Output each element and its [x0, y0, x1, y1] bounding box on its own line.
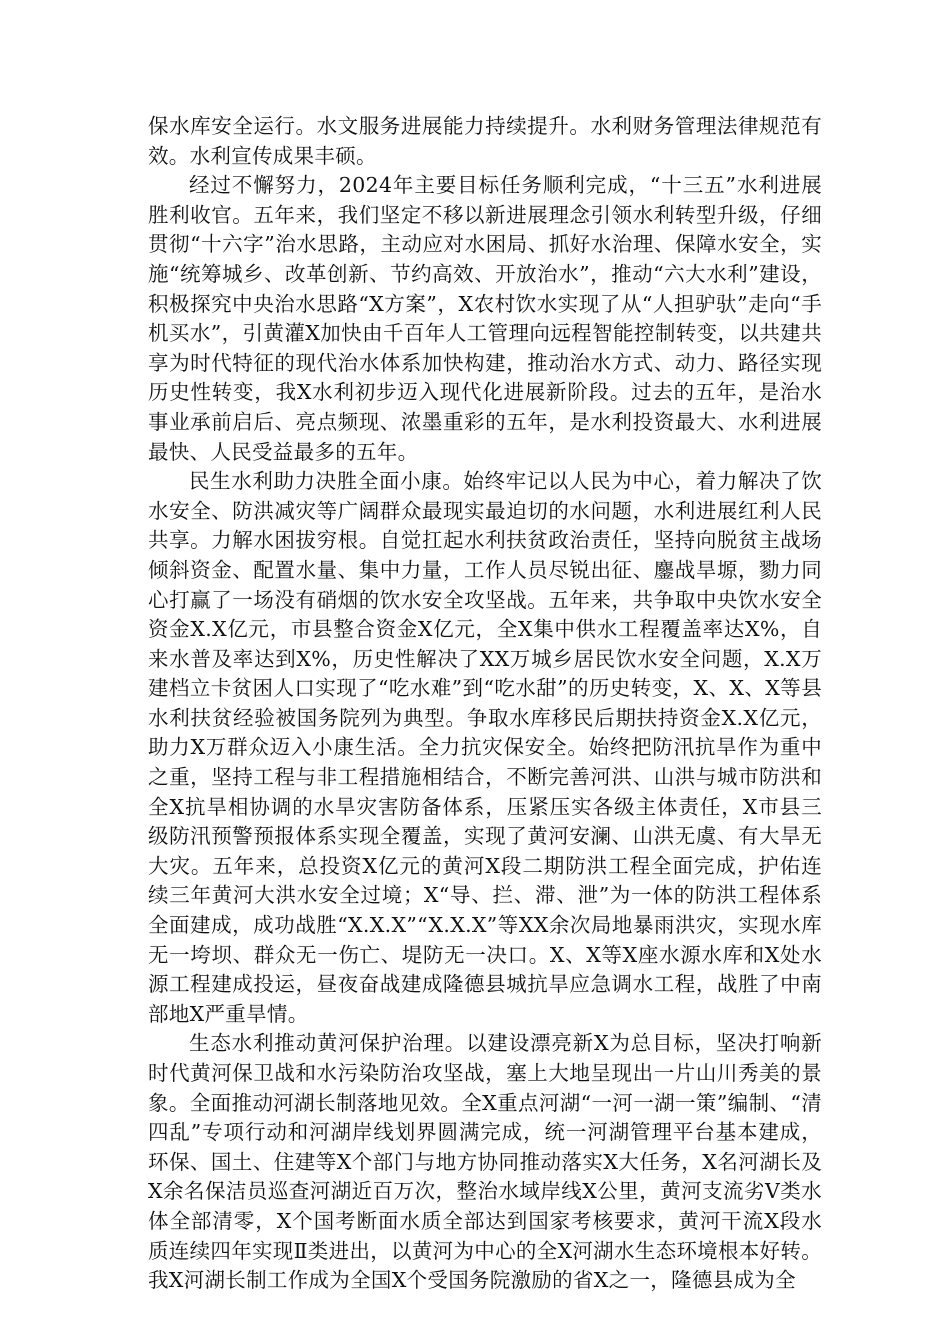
paragraph-3: 民生水利助力决胜全面小康。始终牢记以人民为中心，着力解决了饮水安全、防洪减灾等广阔群众最现实最迫切的水问题，水利进展红利人民共享。力解水困拔穷根。自觉扛起水利扶贫政治责任，坚持向脱贫主战场倾斜资金、配置水量、集中力量，工作人员尽锐出征、鏖战旱塬，勠力同心打赢了一场没有硝烟的饮水安全攻坚战。五年来，共争取中央饮水安全资金X.X亿元，市县整合资金X亿元，全X集中供水工程覆盖率达X%，自来水普及率达到X%，历史性解决了XX万城乡居民饮水安全问题，X.X万建档立卡贫困人口实现了“吃水难”到“吃水甜”的历史转变，X、X、X等县水利扶贫经验被国务院列为典型。争取水库移民后期扶持资金X.X亿元，助力X万群众迈入小康生活。全力抗灾保安全。始终把防汛抗旱作为重中之重，坚持工程与非工程措施相结合，不断完善河洪、山洪与城市防洪和全X抗旱相协调的水旱灾害防备体系，压紧压实各级主体责任，X市县三级防汛预警预报体系实现全覆盖，实现了黄河安澜、山洪无虞、有大旱无大灾。五年来，总投资X亿元的黄河X段二期防洪工程全面完成，护佑连续三年黄河大洪水安全过境；X“导、拦、滞、泄”为一体的防洪工程体系全面建成，成功战胜“X.X.X”“X.X.X”等XX余次局地暴雨洪灾，实现水库无一垮坝、群众无一伤亡、堤防无一决口。X、X等X座水源水库和X处水源工程建成投运，昼夜奋战建成隆德县城抗旱应急调水工程，战胜了中南部地X严重旱情。	[148, 469, 822, 1026]
paragraph-2: 经过不懈努力，2024年主要目标任务顺利完成，“十三五”水利进展胜利收官。五年来，我们坚定不移以新进展理念引领水利转型升级，仔细贯彻“十六字”治水思路，主动应对水困局、抓好水治理、保障水安全，实施“统筹城乡、改革创新、节约高效、开放治水”，推动“六大水利”建设，积极探究中央治水思路“X方案”，X农村饮水实现了从“人担驴驮”走向“手机买水”，引黄灌X加快由千百年人工管理向远程智能控制转变，以共建共享为时代特征的现代治水体系加快构建，推动治水方式、动力、路径实现历史性转变，我X水利初步迈入现代化进展新阶段。过去的五年，是治水事业承前启后、亮点频现、浓墨重彩的五年，是水利投资最大、水利进展最快、人民受益最多的五年。	[148, 173, 822, 464]
paragraph-4: 生态水利推动黄河保护治理。以建设漂亮新X为总目标，坚决打响新时代黄河保卫战和水污染防治攻坚战，塞上大地呈现出一片山川秀美的景象。全面推动河湖长制落地见效。全X重点河湖“一河一湖一策”编制、“清四乱”专项行动和河湖岸线划界圆满完成，统一河湖管理平台基本建成，环保、国土、住建等X个部门与地方协同推动落实X大任务，X名河湖长及X余名保洁员巡查河湖近百万次，整治水域岸线X公里，黄河支流劣Ⅴ类水体全部清零，X个国考断面水质全部达到国家考核要求，黄河干流X段水质连续四年实现Ⅱ类进出，以黄河为中心的全X河湖水生态环境根本好转。我X河湖长制工作成为全国X个受国务院激励的省X之一，隆德县成为全	[148, 1031, 822, 1293]
paragraph-1: 保水库安全运行。水文服务进展能力持续提升。水利财务管理法律规范有效。水利宣传成果丰硕。	[148, 114, 822, 168]
